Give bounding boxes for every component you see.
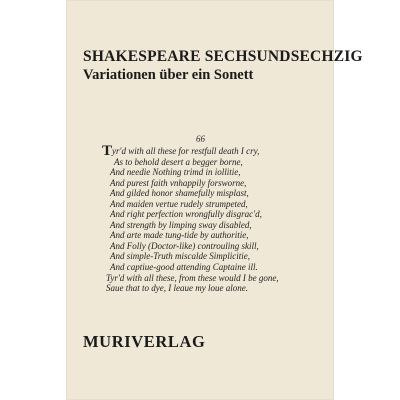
poem-line: And Folly (Doctor-like) controuling skill, (110, 240, 259, 251)
sonnet-text (102, 143, 279, 294)
poem-line: And simple-Truth miscalde Simplicitie, (110, 251, 250, 262)
poem-line: As to behold desert a begger borne, (114, 156, 243, 167)
poem-line: And needie Nothing trimd in iollitie, (110, 167, 241, 178)
poem-line: Saue that to dye, I leaue my loue alone. (106, 283, 248, 294)
poem-line: And strength by limping sway disabled, (110, 219, 252, 230)
poem-line (102, 143, 279, 159)
poem-line: And arte made tung-tide by authoritie, (110, 230, 249, 241)
publisher-name: MURIVERLAG (83, 332, 206, 351)
poem-line-text: yr'd with all these for restfull death I cry, (112, 146, 260, 156)
drop-cap: T (102, 143, 113, 159)
poem-line: And right perfection wrongfully disgrac'd, (110, 209, 262, 220)
sonnet-number: 66 (196, 134, 205, 144)
poem-line: Tyr'd with all these, from these would I be gone, (106, 272, 279, 283)
poem-line: And purest faith vnhappily forsworne, (110, 177, 247, 188)
book-title: SHAKESPEARE SECHSUNDSECHZIG (83, 48, 363, 65)
poem-line: And gilded honor shamefully misplast, (110, 188, 249, 199)
poem-line: And captiue-good attending Captaine ill. (110, 262, 258, 273)
book-subtitle: Variationen über ein Sonett (83, 67, 254, 83)
book-cover (66, 0, 363, 400)
poem-line: And maiden vertue rudely strumpeted, (110, 198, 248, 209)
